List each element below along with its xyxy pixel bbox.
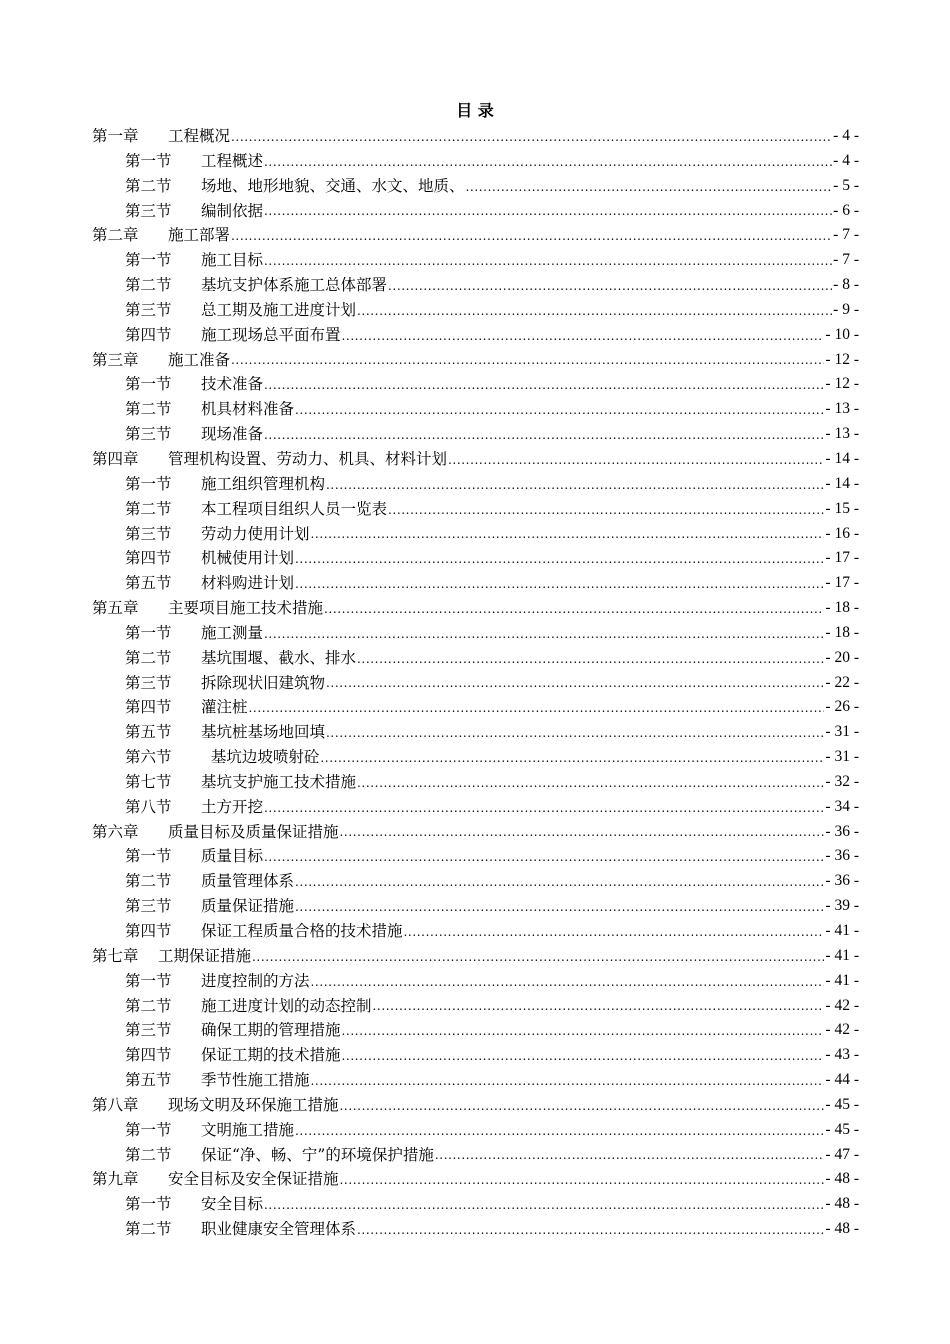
toc-dot-leader	[326, 721, 824, 745]
toc-entry-number: 第一节	[125, 375, 172, 394]
toc-entry-number: 第二节	[125, 1220, 172, 1239]
toc-dot-leader	[264, 1193, 824, 1217]
toc-entry-label: 总工期及施工进度计划	[201, 300, 357, 319]
toc-entry-page-number: - 36 -	[825, 847, 859, 865]
toc-entry-page-number: - 34 -	[825, 797, 859, 815]
toc-chapter-entry[interactable]	[92, 820, 859, 845]
toc-entry-number: 第九章	[92, 1170, 139, 1189]
toc-dot-leader	[357, 647, 824, 671]
toc-entry-number: 第四章	[92, 449, 139, 468]
toc-entry-label: 劳动力使用计划	[201, 524, 310, 543]
toc-dot-leader	[264, 845, 824, 869]
toc-entry-label: 施工进度计划的动态控制	[201, 996, 372, 1015]
toc-chapter-entry[interactable]	[92, 348, 859, 373]
toc-chapter-entry[interactable]	[92, 944, 859, 969]
toc-entry-label: 主要项目施工技术措施	[168, 599, 324, 618]
toc-entry-page-number: - 17 -	[825, 549, 859, 567]
toc-entry-page-number: - 36 -	[825, 872, 859, 890]
toc-entry-label: 进度控制的方法	[201, 971, 310, 990]
toc-entry-label: 材料购进计划	[201, 574, 295, 593]
toc-dot-leader	[373, 994, 825, 1018]
toc-entry-number: 第七节	[125, 772, 172, 791]
toc-dot-leader	[295, 1119, 824, 1143]
toc-dot-leader	[326, 671, 824, 695]
toc-entry-number: 第四节	[125, 325, 172, 344]
toc-dot-leader	[340, 1094, 825, 1118]
toc-entry-number: 第二节	[125, 400, 172, 419]
toc-entry-page-number: - 9 -	[833, 300, 859, 318]
toc-dot-leader	[357, 1218, 824, 1242]
toc-entry-number: 第四节	[125, 549, 172, 568]
toc-section-entry[interactable]	[92, 695, 859, 720]
toc-entry-label: 确保工期的管理措施	[201, 1021, 341, 1040]
toc-section-entry[interactable]	[92, 149, 859, 174]
toc-dot-leader	[264, 373, 824, 397]
toc-dot-leader	[466, 175, 833, 199]
toc-entry-page-number: - 4 -	[833, 151, 859, 169]
toc-entry-number: 第五节	[125, 723, 172, 742]
toc-section-entry[interactable]	[92, 969, 859, 994]
toc-entry-label: 技术准备	[201, 375, 264, 394]
toc-entry-number: 第二节	[125, 176, 172, 195]
toc-entry-label: 保证工期的技术措施	[201, 1046, 341, 1065]
toc-section-entry[interactable]	[92, 522, 859, 547]
toc-entry-page-number: - 12 -	[825, 350, 859, 368]
toc-entry-number: 第四节	[125, 922, 172, 940]
toc-section-entry[interactable]	[92, 1217, 859, 1242]
toc-dot-leader	[388, 274, 832, 298]
toc-entry-page-number: - 10 -	[825, 325, 859, 343]
toc-dot-leader	[324, 597, 824, 621]
toc-section-entry[interactable]	[92, 646, 859, 671]
toc-dot-leader	[320, 746, 824, 770]
toc-entry-page-number: - 7 -	[833, 226, 859, 244]
toc-entry-number: 第三章	[92, 350, 139, 369]
toc-entry-page-number: - 18 -	[825, 599, 859, 617]
toc-dot-leader	[295, 398, 824, 422]
toc-section-entry[interactable]	[92, 1192, 859, 1217]
toc-entry-label: 本工程项目组织人员一览表	[201, 499, 388, 518]
toc-entry-number: 第一章	[92, 127, 139, 145]
toc-entry-label: 质量目标及质量保证措施	[168, 822, 339, 841]
toc-entry-label: 灌注桩	[201, 698, 248, 717]
toc-entry-number: 第八章	[92, 1095, 139, 1114]
toc-section-entry[interactable]	[92, 1068, 859, 1093]
toc-entry-number: 第一节	[125, 1120, 172, 1139]
toc-entry-page-number: - 7 -	[833, 251, 859, 269]
toc-entry-page-number: - 4 -	[833, 127, 859, 144]
toc-dot-leader	[340, 820, 825, 844]
toc-entry-number: 第三节	[125, 300, 172, 319]
toc-dot-leader	[264, 199, 832, 223]
toc-dot-leader	[264, 249, 832, 273]
toc-dot-leader	[231, 348, 824, 372]
toc-dot-leader	[342, 1044, 825, 1068]
toc-entry-label: 安全目标及安全保证措施	[168, 1170, 339, 1189]
toc-dot-leader	[311, 1069, 825, 1093]
toc-entry-label: 基坑边坡喷射砼	[201, 748, 320, 767]
toc-section-entry[interactable]	[92, 1143, 859, 1168]
toc-entry-page-number: - 42 -	[825, 1021, 859, 1039]
toc-dot-leader	[264, 796, 824, 820]
toc-dot-leader	[264, 622, 824, 646]
toc-dot-leader	[448, 448, 824, 472]
toc-section-entry[interactable]	[92, 894, 859, 919]
toc-entry-number: 第三节	[125, 201, 172, 220]
toc-entry-number: 第二节	[125, 276, 172, 295]
toc-entry-page-number: - 48 -	[825, 1220, 859, 1238]
toc-section-entry[interactable]	[92, 546, 859, 571]
toc-entry-label: 管理机构设置、劳动力、机具、材料计划	[168, 449, 448, 468]
toc-section-entry[interactable]	[92, 844, 859, 869]
toc-entry-label: 机具材料准备	[201, 400, 295, 419]
toc-entry-page-number: - 17 -	[825, 574, 859, 592]
toc-dot-leader	[252, 945, 824, 969]
toc-dot-leader	[231, 224, 832, 248]
toc-entry-page-number: - 31 -	[825, 723, 859, 741]
toc-section-entry[interactable]	[92, 323, 859, 348]
toc-entry-number: 第三节	[125, 425, 172, 444]
toc-dot-leader	[342, 1019, 825, 1043]
toc-entry-label: 施工组织管理机构	[201, 474, 326, 493]
toc-entry-label: 保证“净、畅、宁”的环境保护措施	[201, 1145, 434, 1164]
toc-entry-page-number: - 18 -	[825, 623, 859, 641]
toc-entry-page-number: - 14 -	[825, 474, 859, 492]
toc-title: 目 录	[456, 101, 494, 120]
toc-entry-page-number: - 47 -	[825, 1145, 859, 1163]
toc-section-entry[interactable]	[92, 1018, 859, 1043]
toc-entry-page-number: - 6 -	[833, 201, 859, 219]
toc-entry-label: 质量管理体系	[201, 872, 295, 891]
toc-section-entry[interactable]	[92, 621, 859, 646]
toc-entry-number: 第一节	[125, 474, 172, 493]
toc-entry-label: 场地、地形地貌、交通、水文、地质、	[201, 176, 465, 195]
toc-entry-label: 质量保证措施	[201, 897, 295, 916]
toc-dot-leader	[342, 324, 825, 348]
toc-entry-label: 编制依据	[201, 201, 264, 220]
toc-entry-page-number: - 13 -	[825, 425, 859, 443]
toc-entry-number: 第二节	[125, 648, 172, 667]
toc-entry-number: 第三节	[125, 673, 172, 692]
toc-section-entry[interactable]	[92, 1118, 859, 1143]
toc-entry-number: 第二节	[125, 1145, 172, 1164]
toc-entry-label: 现场准备	[201, 425, 264, 444]
toc-dot-leader	[249, 696, 825, 720]
toc-entry-label: 施工部署	[168, 226, 231, 245]
toc-entry-page-number: - 15 -	[825, 499, 859, 517]
toc-dot-leader	[311, 522, 825, 546]
toc-entry-page-number: - 20 -	[825, 648, 859, 666]
toc-entry-label: 基坑桩基场地回填	[201, 723, 326, 742]
toc-dot-leader	[435, 1143, 825, 1167]
toc-entry-page-number: - 36 -	[825, 822, 859, 840]
toc-section-entry[interactable]	[92, 1043, 859, 1068]
toc-entry-number: 第四节	[125, 698, 172, 717]
toc-entry-number: 第八节	[125, 797, 172, 816]
toc-chapter-entry[interactable]	[92, 1167, 859, 1192]
toc-entry-number: 第七章	[92, 946, 139, 965]
toc-entry-label: 基坑支护施工技术措施	[201, 772, 357, 791]
toc-dot-leader	[326, 473, 824, 497]
toc-section-entry[interactable]	[92, 770, 859, 795]
toc-dot-leader	[311, 970, 825, 994]
toc-list	[92, 124, 859, 1242]
toc-dot-leader	[357, 771, 824, 795]
toc-entry-page-number: - 13 -	[825, 400, 859, 418]
toc-dot-leader	[357, 299, 832, 323]
toc-entry-label: 施工现场总平面布置	[201, 325, 341, 344]
toc-entry-page-number: - 8 -	[833, 276, 859, 294]
toc-entry-page-number: - 5 -	[833, 176, 859, 194]
toc-section-entry[interactable]	[92, 248, 859, 273]
toc-entry-page-number: - 32 -	[825, 772, 859, 790]
toc-entry-number: 第五节	[125, 574, 172, 593]
toc-entry-page-number: - 14 -	[825, 449, 859, 467]
toc-entry-label: 文明施工措施	[201, 1120, 295, 1139]
toc-section-entry[interactable]	[92, 174, 859, 199]
toc-section-entry[interactable]	[92, 671, 859, 696]
toc-entry-number: 第二章	[92, 226, 139, 245]
toc-section-entry[interactable]	[92, 795, 859, 820]
toc-entry-number: 第三节	[125, 1021, 172, 1040]
toc-entry-number: 第一节	[125, 1195, 172, 1214]
toc-entry-page-number: - 16 -	[825, 524, 859, 542]
toc-entry-page-number: - 45 -	[825, 1120, 859, 1138]
toc-dot-leader	[295, 572, 824, 596]
toc-entry-page-number: - 44 -	[825, 1071, 859, 1089]
toc-chapter-entry[interactable]	[92, 596, 859, 621]
toc-section-entry[interactable]	[92, 869, 859, 894]
toc-entry-label: 工期保证措施	[158, 946, 252, 965]
toc-entry-label: 土方开挖	[201, 797, 264, 816]
toc-entry-label: 机械使用计划	[201, 549, 295, 568]
toc-dot-leader	[340, 1168, 825, 1192]
toc-entry-page-number: - 48 -	[825, 1195, 859, 1213]
toc-section-entry[interactable]	[92, 497, 859, 522]
toc-entry-label: 质量目标	[201, 847, 264, 866]
toc-dot-leader	[264, 423, 824, 447]
toc-entry-page-number: - 26 -	[825, 698, 859, 716]
toc-entry-label: 职业健康安全管理体系	[201, 1220, 357, 1239]
toc-section-entry[interactable]	[92, 745, 859, 770]
toc-entry-label: 基坑围堰、截水、排水	[201, 648, 357, 667]
toc-entry-label: 施工准备	[168, 350, 231, 369]
toc-section-entry[interactable]	[92, 372, 859, 397]
toc-entry-label: 施工测量	[201, 623, 264, 642]
toc-chapter-entry[interactable]	[92, 124, 859, 149]
toc-section-entry[interactable]	[92, 571, 859, 596]
toc-entry-page-number: - 31 -	[825, 748, 859, 766]
toc-chapter-entry[interactable]	[92, 1093, 859, 1118]
toc-entry-page-number: - 39 -	[825, 897, 859, 915]
toc-entry-page-number: - 42 -	[825, 996, 859, 1014]
toc-entry-number: 第二节	[125, 872, 172, 891]
toc-section-entry[interactable]	[92, 273, 859, 298]
toc-chapter-entry[interactable]	[92, 447, 859, 472]
toc-entry-number: 第二节	[125, 499, 172, 518]
toc-entry-page-number: - 41 -	[825, 971, 859, 989]
toc-section-entry[interactable]	[92, 397, 859, 422]
toc-entry-number: 第一节	[125, 847, 172, 866]
toc-entry-number: 第一节	[125, 623, 172, 642]
toc-dot-leader	[404, 920, 825, 944]
toc-entry-page-number: - 41 -	[825, 922, 859, 939]
toc-entry-label: 施工目标	[201, 251, 264, 270]
toc-section-entry[interactable]	[92, 919, 859, 944]
toc-dot-leader	[295, 870, 824, 894]
toc-entry-label: 季节性施工措施	[201, 1071, 310, 1090]
toc-dot-leader	[264, 150, 832, 174]
toc-entry-label: 工程概况	[168, 127, 231, 145]
toc-entry-page-number: - 41 -	[825, 946, 859, 964]
toc-entry-label: 工程概述	[201, 151, 264, 170]
toc-dot-leader	[388, 498, 824, 522]
toc-dot-leader	[231, 125, 832, 149]
toc-entry-label: 安全目标	[201, 1195, 264, 1214]
toc-entry-label: 基坑支护体系施工总体部署	[201, 276, 388, 295]
toc-chapter-entry[interactable]	[92, 223, 859, 248]
toc-entry-number: 第三节	[125, 897, 172, 916]
toc-entry-number: 第二节	[125, 996, 172, 1015]
toc-entry-page-number: - 22 -	[825, 673, 859, 691]
toc-entry-number: 第一节	[125, 251, 172, 270]
toc-entry-page-number: - 43 -	[825, 1046, 859, 1064]
toc-entry-number: 第五章	[92, 599, 139, 618]
toc-section-entry[interactable]	[92, 298, 859, 323]
toc-dot-leader	[295, 547, 824, 571]
toc-section-entry[interactable]	[92, 720, 859, 745]
toc-entry-number: 第四节	[125, 1046, 172, 1065]
toc-entry-label: 拆除现状旧建筑物	[201, 673, 326, 692]
toc-entry-number: 第一节	[125, 971, 172, 990]
toc-section-entry[interactable]	[92, 994, 859, 1019]
toc-section-entry[interactable]	[92, 199, 859, 224]
toc-entry-number: 第五节	[125, 1071, 172, 1090]
toc-entry-label: 保证工程质量合格的技术措施	[201, 922, 403, 940]
toc-entry-label: 现场文明及环保施工措施	[168, 1095, 339, 1114]
toc-entry-number: 第六节	[125, 748, 172, 767]
toc-entry-page-number: - 45 -	[825, 1095, 859, 1113]
toc-section-entry[interactable]	[92, 472, 859, 497]
toc-dot-leader	[295, 895, 824, 919]
toc-entry-number: 第六章	[92, 822, 139, 841]
toc-entry-number: 第一节	[125, 151, 172, 170]
toc-entry-page-number: - 12 -	[825, 375, 859, 393]
toc-section-entry[interactable]	[92, 422, 859, 447]
toc-entry-number: 第三节	[125, 524, 172, 543]
toc-entry-page-number: - 48 -	[825, 1170, 859, 1188]
